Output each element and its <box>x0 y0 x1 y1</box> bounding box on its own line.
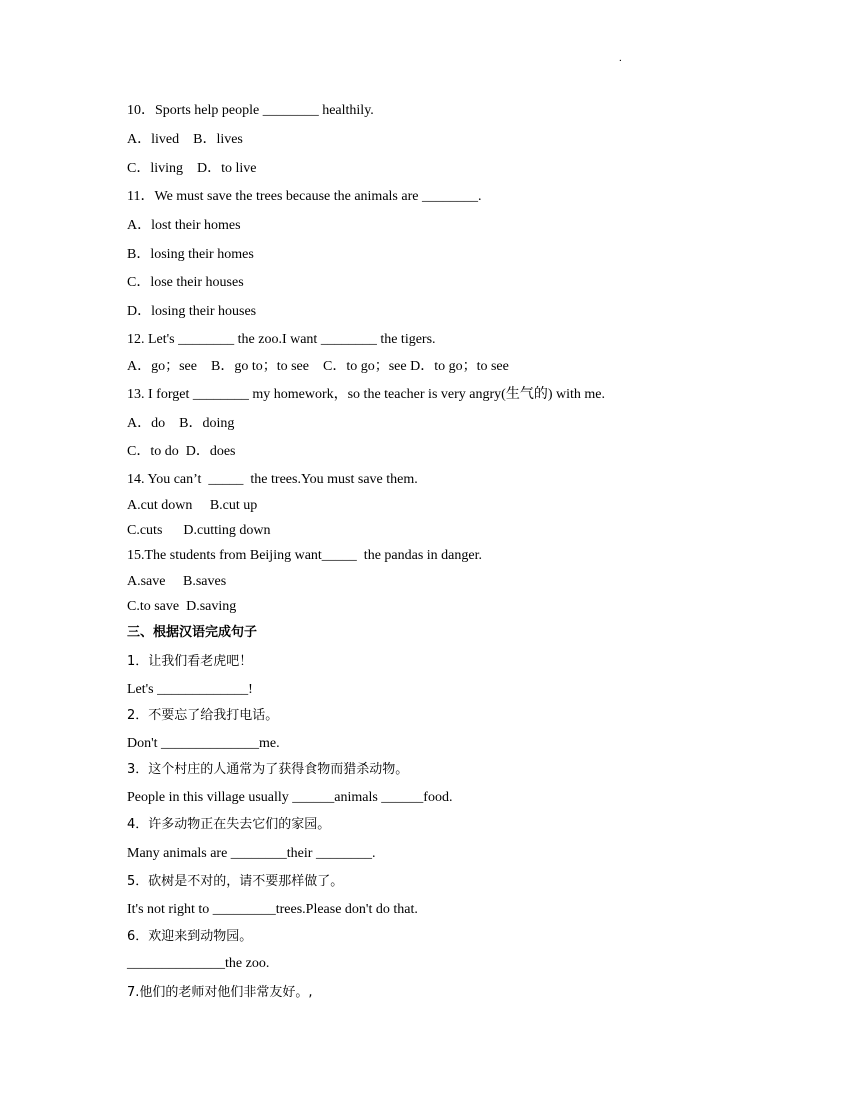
translation-prompt-4: 4．许多动物正在失去它们的家园。 <box>127 817 331 832</box>
translation-prompt-6: 6．欢迎来到动物园。 <box>127 929 253 944</box>
translation-answer-4: Many animals are ________their ________. <box>127 846 376 861</box>
translation-answer-2: Don't ______________me. <box>127 736 280 751</box>
translation-prompt-7: 7.他们的老师对他们非常友好。, <box>127 985 313 1000</box>
question-10-options-cd: C．living D．to live <box>127 161 257 176</box>
question-12: 12. Let's ________ the zoo.I want ________ the tigers. <box>127 332 436 347</box>
question-15-options-ab: A.save B.saves <box>127 574 227 589</box>
question-15: 15.The students from Beijing want_____ the pandas in danger. <box>127 548 482 563</box>
translation-answer-3: People in this village usually ______animals ______food. <box>127 790 453 805</box>
question-13-options-cd: C．to do D．does <box>127 444 236 459</box>
question-11-option-c: C．lose their houses <box>127 275 244 290</box>
header-mark: . <box>619 52 622 64</box>
translation-answer-5: It's not right to _________trees.Please don't do that. <box>127 902 418 917</box>
question-13: 13. I forget ________ my homework，so the teacher is very angry(生气的) with me. <box>127 387 605 402</box>
translation-prompt-2: 2．不要忘了给我打电话。 <box>127 708 279 723</box>
question-11-option-d: D．losing their houses <box>127 304 257 319</box>
question-10-options-ab: A．lived B．lives <box>127 132 243 147</box>
question-14-options-ab: A.cut down B.cut up <box>127 498 258 513</box>
translation-prompt-5: 5．砍树是不对的，请不要那样做了。 <box>127 874 344 889</box>
question-11-option-b: B．losing their homes <box>127 247 254 262</box>
translation-answer-1: Let's _____________! <box>127 682 253 697</box>
question-14: 14. You can’t _____ the trees.You must save them. <box>127 472 418 487</box>
question-12-options: A．go；see B．go to；to see C．to go；see D．to go；to see <box>127 359 509 374</box>
question-11-option-a: A．lost their homes <box>127 218 241 233</box>
translation-prompt-1: 1．让我们看老虎吧！ <box>127 654 253 669</box>
question-14-options-cd: C.cuts D.cutting down <box>127 523 271 538</box>
translation-answer-6: ______________the zoo. <box>127 956 270 971</box>
translation-prompt-3: 3．这个村庄的人通常为了获得食物而猎杀动物。 <box>127 762 409 777</box>
question-15-options-cd: C.to save D.saving <box>127 599 237 614</box>
question-10: 10．Sports help people ________ healthily. <box>127 103 374 118</box>
question-11: 11．We must save the trees because the animals are ________. <box>127 189 482 204</box>
question-13-options-ab: A．do B．doing <box>127 416 235 431</box>
section-heading: 三、根据汉语完成句子 <box>127 625 258 640</box>
